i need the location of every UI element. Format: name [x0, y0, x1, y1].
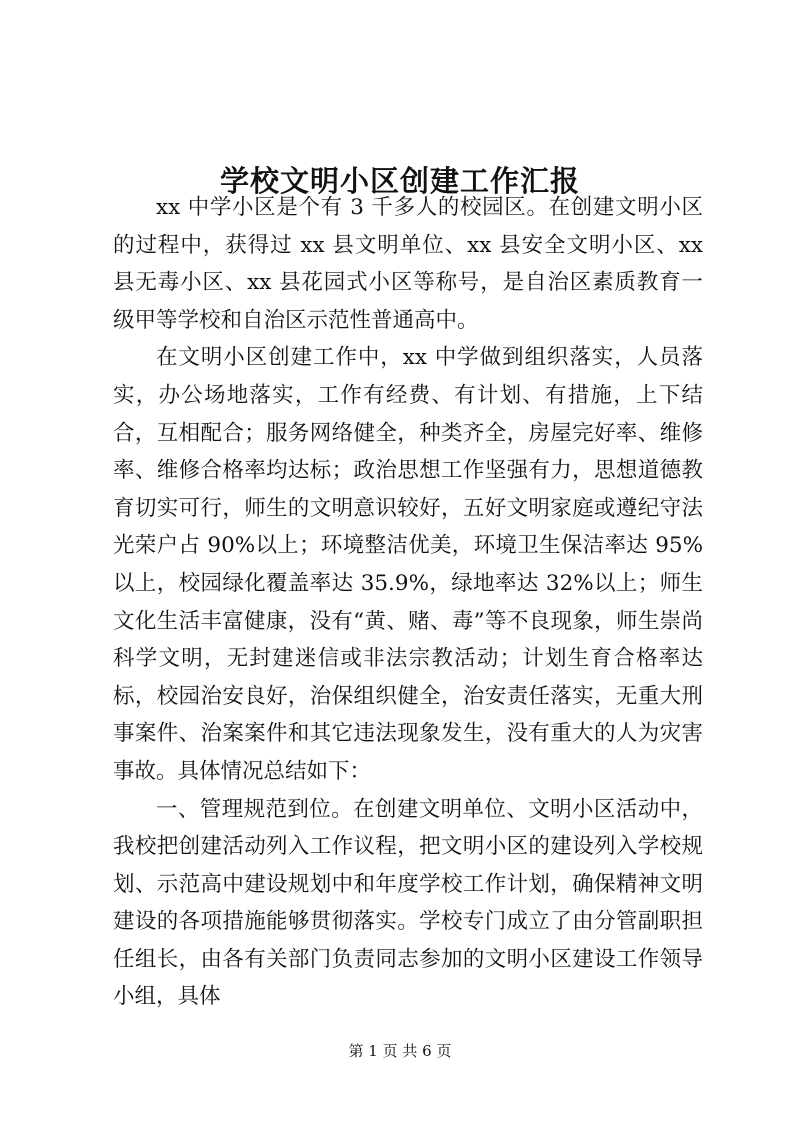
- document-title: 学校文明小区创建工作汇报: [219, 164, 580, 199]
- paragraph-achievements: 在文明小区创建工作中，xx 中学做到组织落实，人员落实，办公场地落实，工作有经费、有计划、有措施，上下结合，互相配合；服务网络健全，种类齐全，房屋完好率、维修率、维修合格率均达标；政治思想工作坚强有力，思想道德教育切实可行，师生的文明意识较好，五好文明家庭或遵纪守法光荣户占 90%以上；环境整洁优美，环境卫生保洁率达 95%以上，校园绿化覆盖率达 35.9%，绿地率达 32%以上；师生文化生活丰富健康，没有“黄、赌、毒”等不良现象，师生崇尚科学文明，无封建迷信或非法宗教活动；计划生育合格率达标，校园治安良好，治保组织健全，治安责任落实，无重大刑事案件、治案案件和其它违法现象发生，没有重大的人为灾害事故。具体情况总结如下：: [113, 345, 703, 784]
- paragraph-management: 一、管理规范到位。在创建文明单位、文明小区活动中，我校把创建活动列入工作议程，把文明小区的建设列入学校规划、示范高中建设规划中和年度学校工作计划，确保精神文明建设的各项措施能够贯彻落实。学校专门成立了由分管副职担任组长，由各有关部门负责同志参加的文明小区建设工作领导小组，具体: [113, 796, 703, 1010]
- page-number-footer: 第 1 页 共 6 页: [348, 1042, 452, 1060]
- paragraph-intro: xx 中学小区是个有 3 千多人的校园区。在创建文明小区的过程中，获得过 xx 县文明单位、xx 县安全文明小区、xx 县无毒小区、xx 县花园式小区等称号，是自治区素质教育一级甲等学校和自治区示范性普通高中。: [113, 195, 703, 333]
- document-body: [113, 189, 703, 1016]
